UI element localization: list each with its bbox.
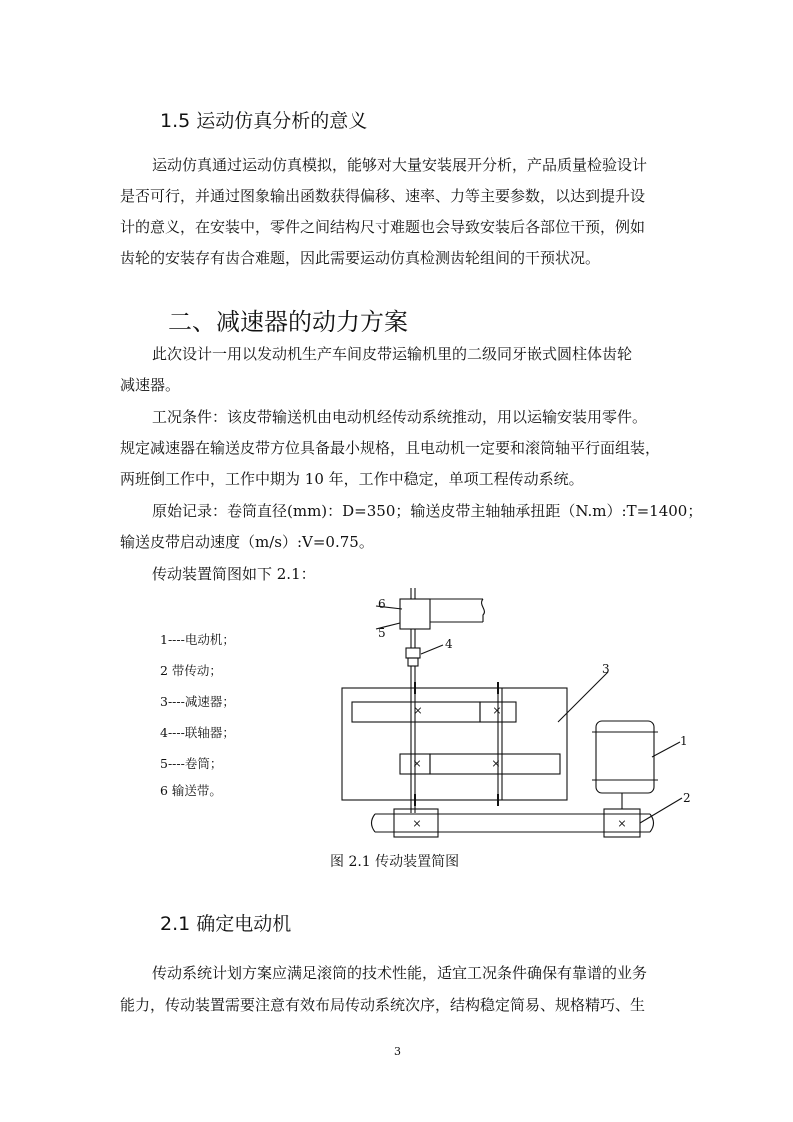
x-mark: × xyxy=(492,704,502,717)
drum-body xyxy=(400,599,430,629)
legend-item: 3----减速器； xyxy=(160,694,235,709)
paragraph-line: 两班倒工作中，工作中期为 10 年，工作中稳定，单项工程传动系统。 xyxy=(120,470,584,488)
page-number: 3 xyxy=(394,1045,401,1058)
label-3: 3 xyxy=(602,662,610,676)
label-6: 6 xyxy=(378,597,386,611)
gearbox-housing xyxy=(342,688,567,800)
paragraph-line: 规定减速器在输送皮带方位具备最小规格，且电动机一定要和滚筒轴平行面组装， xyxy=(120,439,661,457)
legend-item: 4----联轴器； xyxy=(160,725,235,740)
paragraph-line: 输送皮带启动速度（m/s）:V=0.75。 xyxy=(120,533,374,551)
paragraph-line: 能力，传动装置需要注意有效布局传动系统次序，结构稳定简易、规格精巧、生 xyxy=(120,996,646,1014)
coupling-top xyxy=(406,648,420,658)
legend-item: 6 输送带。 xyxy=(160,783,222,798)
x-mark: × xyxy=(412,817,422,830)
paragraph-line: 是否可行，并通过图象输出函数获得偏移、速率、力等主要参数，以达到提升设 xyxy=(120,187,646,205)
transmission-diagram xyxy=(330,585,710,850)
chapter-heading: 二、减速器的动力方案 xyxy=(168,308,408,336)
paragraph-line: 齿轮的安装存有齿合难题，因此需要运动仿真检测齿轮组间的干预状况。 xyxy=(120,249,601,267)
legend-item: 5----卷筒； xyxy=(160,756,223,771)
paragraph-line: 减速器。 xyxy=(120,376,181,394)
label-5: 5 xyxy=(378,626,386,640)
figure-caption: 图 2.1 传动装置简图 xyxy=(330,854,460,870)
label-1: 1 xyxy=(680,734,688,748)
x-mark: × xyxy=(412,757,422,770)
legend-item: 2 带传动； xyxy=(160,663,222,678)
x-mark: × xyxy=(413,704,423,717)
paragraph-line: 工况条件：该皮带输送机由电动机经传动系统推动，用以运输安装用零件。 xyxy=(152,408,648,426)
paragraph-line: 原始记录：卷筒直径(mm)：D=350；输送皮带主轴轴承扭距（N.m）:T=1400； xyxy=(152,502,703,520)
label-4: 4 xyxy=(445,637,453,651)
section-heading-2-1: 2.1 确定电动机 xyxy=(160,913,292,935)
coupling-bottom xyxy=(408,658,418,666)
section-heading-1-5: 1.5 运动仿真分析的意义 xyxy=(160,110,368,132)
x-mark: × xyxy=(617,817,627,830)
paragraph-line: 运动仿真通过运动仿真模拟，能够对大量安装展开分析，产品质量检验设计 xyxy=(152,156,648,174)
paragraph-line: 此次设计一用以发动机生产车间皮带运输机里的二级同牙嵌式圆柱体齿轮 xyxy=(152,345,633,363)
legend-item: 1----电动机； xyxy=(160,632,235,647)
paragraph-line: 计的意义，在安装中，零件之间结构尺寸难题也会导致安装后各部位干预，例如 xyxy=(120,218,646,236)
label-2: 2 xyxy=(683,791,691,805)
figure-intro: 传动装置简图如下 2.1： xyxy=(152,565,316,583)
paragraph-line: 传动系统计划方案应满足滚筒的技术性能，适宜工况条件确保有靠谱的业务 xyxy=(152,964,648,982)
x-mark: × xyxy=(491,757,501,770)
